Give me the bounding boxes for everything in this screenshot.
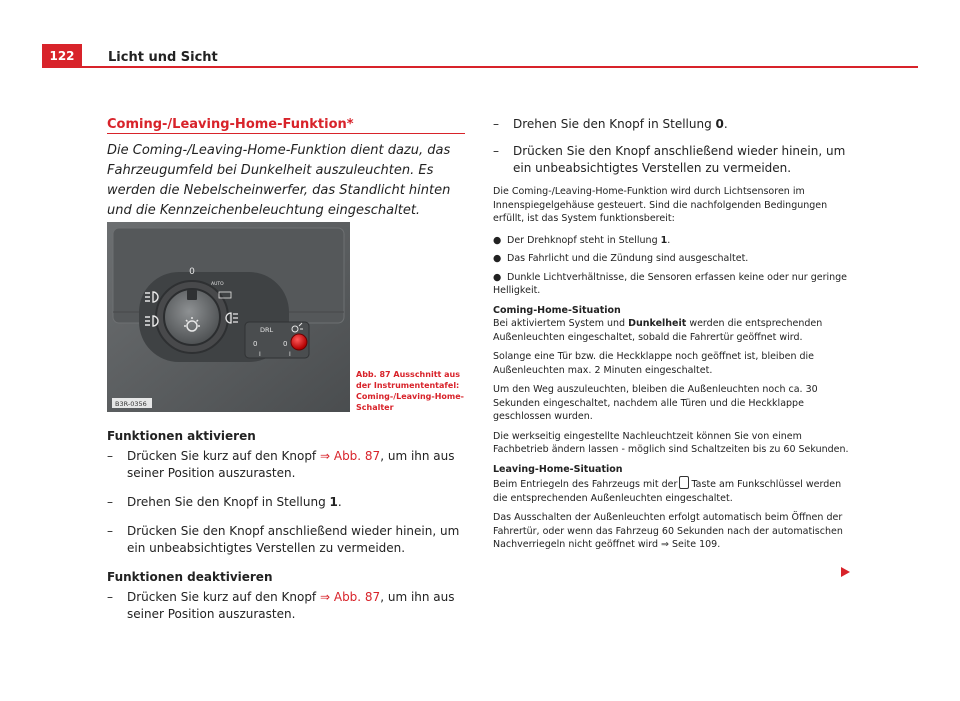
drl-label: DRL: [260, 326, 274, 334]
header-rule: [82, 66, 918, 68]
condition-item: ● Der Drehknopf steht in Stellung 1.: [493, 234, 671, 246]
position-zero-label: 0: [189, 267, 195, 277]
section-intro: Die Coming-/Leaving-Home-Funktion dient dazu, das Fahrzeugumfeld bei Dunkelheit auszuleuchten. Es werden die Nebelscheinwerfer, das Standlicht hinten und die Kennzeichenbeleuchtung eingeschaltet.: [107, 143, 451, 218]
activate-step-2: – Drehen Sie den Knopf in Stellung 1.: [107, 495, 342, 509]
deactivate-heading: Funktionen deaktivieren: [107, 570, 273, 584]
figure-caption: [356, 369, 468, 413]
drl-one-label: I: [259, 351, 261, 358]
light-switch-illustration: [107, 222, 350, 412]
coming-home-heading: Coming-Home-Situation: [493, 304, 621, 316]
auto-label: AUTO: [211, 282, 224, 287]
activate-section: [107, 428, 467, 623]
coming-home-paragraph-3: Um den Weg auszuleuchten, bleiben die Außenleuchten noch ca. 30 Sekunden eingeschaltet, nachdem alle Türen und die Heckklappe geschlossen wurden.: [493, 384, 818, 422]
activate-step-1: – Drücken Sie kurz auf den Knopf ⇒ Abb. 87, um ihn aus seiner Position auszurasten.: [107, 449, 455, 480]
system-description: Die Coming-/Leaving-Home-Funktion wird durch Lichtsensoren im Innenspiegelgehäuse gesteuert. Sind die nachfolgenden Bedingungen erfüllt, ist das System funktionsbereit:: [493, 186, 828, 224]
coming-home-paragraph-2: Solange eine Tür bzw. die Heckklappe noch geöffnet ist, bleiben die Außenleuchten max. 2 Minuten eingeschaltet.: [493, 351, 815, 376]
right-step-2: – Drücken Sie den Knopf anschließend wieder hinein, um ein unbeabsichtigtes Verstellen zu vermeiden.: [493, 144, 846, 175]
light-switch-figure: [107, 222, 350, 412]
right-body: [493, 185, 849, 552]
figure-caption-text: Ausschnitt aus der Instrumententafel: Coming-/Leaving-Home-Schalter: [356, 370, 465, 412]
activate-step-3: – Drücken Sie den Knopf anschließend wieder hinein, um ein unbeabsichtigtes Verstellen zu vermeiden.: [107, 524, 460, 555]
second-zero-label: 0: [283, 340, 288, 348]
section-title: Coming-/Leaving-Home-Funktion*: [107, 117, 354, 132]
coming-home-button: [291, 334, 307, 350]
right-step-1: – Drehen Sie den Knopf in Stellung 0.: [493, 117, 728, 131]
right-steps: [493, 116, 849, 177]
figure-code: B3R-0356: [115, 400, 147, 408]
figure-caption-number: Abb. 87: [356, 370, 391, 379]
deactivate-step-1: – Drücken Sie kurz auf den Knopf ⇒ Abb. 87, um ihn aus seiner Position auszurasten.: [107, 590, 455, 621]
condition-item: ● Das Fahrlicht und die Zündung sind ausgeschaltet.: [493, 253, 749, 264]
section-rule: [107, 133, 465, 134]
coming-home-paragraph-4: Die werkseitig eingestellte Nachleuchtzeit können Sie von einem Fachbetrieb ändern lassen - möglich sind Schaltzeiten bis zu 60 Sekunden.: [493, 430, 849, 455]
figure-link[interactable]: ⇒ Abb. 87: [319, 449, 381, 463]
leaving-home-paragraph-2: Das Ausschalten der Außenleuchten erfolgt automatisch beim Öffnen der Fahrertür, oder wenn das Fahrzeug 60 Sekunden nach der automatischen Nachverriegeln nicht geöffnet wird ⇒ Seite 109.: [493, 512, 843, 550]
leaving-home-heading: Leaving-Home-Situation: [493, 463, 623, 475]
figure-link[interactable]: ⇒ Abb. 87: [319, 590, 381, 604]
continue-arrow-icon: [841, 567, 850, 577]
activate-heading: Funktionen aktivieren: [107, 429, 256, 443]
unlock-key-icon: [679, 476, 689, 489]
second-one-label: I: [289, 351, 291, 358]
chapter-title: Licht und Sicht: [108, 50, 218, 65]
drl-zero-label: 0: [253, 340, 258, 348]
condition-item: ● Dunkle Lichtverhältnisse, die Sensoren erfassen keine oder nur geringe Helligkeit.: [493, 271, 848, 296]
coming-home-paragraph-1: Bei aktiviertem System und Dunkelheit werden die entsprechenden Außenleuchten eingeschaltet, sobald die Fahrertür geöffnet wird.: [493, 318, 823, 343]
page-number: 122: [42, 44, 82, 68]
leaving-home-paragraph-1: Beim Entriegeln des Fahrzeugs mit der Taste am Funkschlüssel werden die entsprechenden Außenleuchten eingeschaltet.: [493, 476, 849, 505]
